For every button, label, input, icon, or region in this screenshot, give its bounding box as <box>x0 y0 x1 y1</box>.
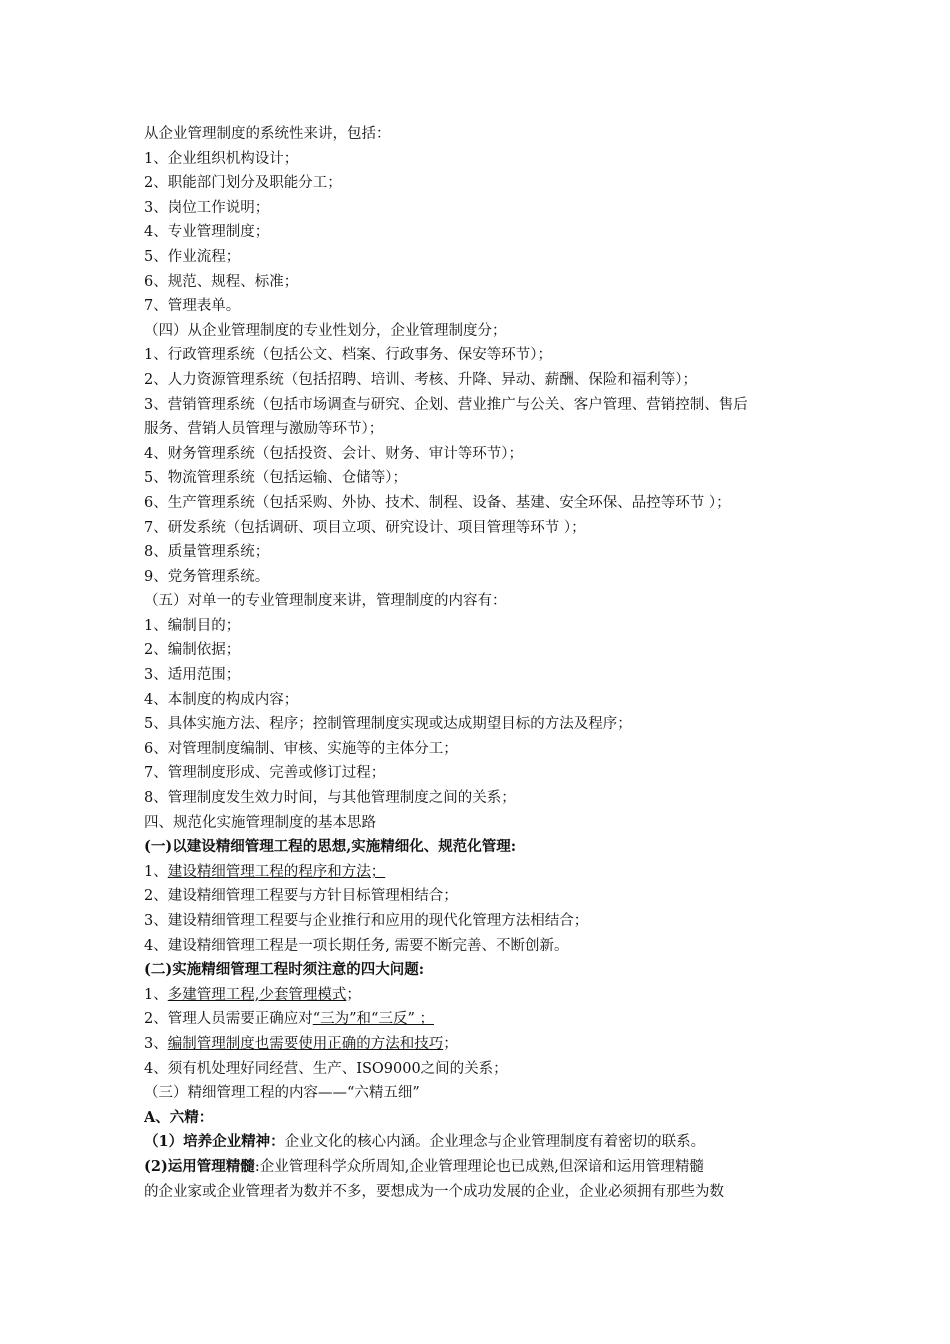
text-line: 5、物流管理系统（包括运输、仓储等）； <box>144 470 407 487</box>
text-line: 6、规范、规程、标准； <box>144 273 299 290</box>
text-line: 6、对管理制度编制、审核、实施等的主体分工； <box>144 740 458 757</box>
text-line: 5、具体实施方法、程序；控制管理制度实现或达成期望目标的方法及程序； <box>144 716 632 733</box>
text-line: 3、适用范围； <box>144 667 241 684</box>
text-line: 8、管理制度发生效力时间，与其他管理制度之间的关系； <box>144 790 516 807</box>
text-line: 2、人力资源管理系统（包括招聘、培训、考核、升降、异动、薪酬、保险和福利等）； <box>144 371 697 388</box>
text-line: 2、编制依据； <box>144 642 241 659</box>
text-line: 从企业管理制度的系统性来讲，包括： <box>144 126 391 142</box>
text-prefix: 2、管理人员需要正确应对 <box>144 1011 313 1028</box>
text-line <box>144 983 816 1008</box>
text-line: 1、行政管理系统（包括公文、档案、行政事务、保安等环节）； <box>144 347 552 364</box>
section-heading: （五）对单一的专业管理制度来讲，管理制度的内容有： <box>144 593 507 610</box>
text-line: 的企业家或企业管理者为数并不多，要想成为一个成功发展的企业，企业必须拥有那些为数 <box>144 1183 724 1200</box>
text-line: 2、建设精细管理工程要与方针目标管理相结合； <box>144 888 458 905</box>
text-line: 4、本制度的构成内容； <box>144 691 299 708</box>
text-line: 4、专业管理制度； <box>144 224 270 241</box>
section-heading: （四）从企业管理制度的专业性划分，企业管理制度分； <box>144 322 507 339</box>
text-line: 6、生产管理系统（包括采购、外协、技术、制程、设备、基建、安全环保、品控等环节 ）； <box>144 494 731 511</box>
text-tail: ； <box>346 986 361 1003</box>
text-line: 3、岗位工作说明； <box>144 199 270 216</box>
text-line <box>144 860 816 885</box>
text-line: 1、编制目的； <box>144 617 241 634</box>
list-number: 1、 <box>144 863 168 880</box>
underlined-text: “三为”和“三反” ； <box>312 1011 434 1028</box>
section-heading: （三）精细管理工程的内容——“六精五细” <box>144 1085 420 1102</box>
text-line <box>144 1032 816 1057</box>
section-heading-bold: (二)实施精细管理工程时须注意的四大问题: <box>144 961 425 979</box>
list-number: 3、 <box>144 1035 168 1052</box>
text-line: 服务、营销人员管理与激励等环节）； <box>144 421 384 438</box>
text-tail: ； <box>443 1035 458 1052</box>
text-line: 7、管理制度形成、完善或修订过程； <box>144 765 386 782</box>
underlined-text: 编制管理制度也需要使用正确的方法和技巧 <box>167 1035 444 1052</box>
text-line: 4、须有机处理好同经营、生产、ISO9000之间的关系； <box>144 1060 508 1077</box>
list-number: 1、 <box>144 986 168 1003</box>
text-line: 4、建设精细管理工程是一项长期任务, 需要不断完善、不断创新。 <box>144 937 569 954</box>
text-line: 3、建设精细管理工程要与企业推行和应用的现代化管理方法相结合； <box>144 913 589 929</box>
text-line: 9、党务管理系统。 <box>144 568 270 585</box>
underlined-text: 多建管理工程,少套管理模式 <box>167 986 347 1003</box>
text-line: 1、企业组织机构设计； <box>144 150 299 167</box>
text-line <box>144 1007 816 1032</box>
bold-label: (2)运用管理精髓 <box>144 1157 255 1175</box>
text-line: 7、管理表单。 <box>144 298 241 315</box>
underlined-text: 建设精细管理工程的程序和方法； <box>167 863 386 880</box>
document-page <box>144 122 816 1204</box>
text-line <box>144 1130 816 1155</box>
text-line: 7、研发系统（包括调研、项目立项、研究设计、项目管理等环节 ）； <box>144 519 586 536</box>
text-line: 4、财务管理系统（包括投资、会计、财务、审计等环节）； <box>144 445 523 462</box>
text-line: 5、作业流程； <box>144 248 241 265</box>
text-line: 2、职能部门划分及职能分工； <box>144 175 342 192</box>
body-text: :企业管理科学众所周知,企业管理理论也已成熟,但深谙和运用管理精髓 <box>254 1158 704 1175</box>
body-text: 企业文化的核心内涵。企业理念与企业管理制度有着密切的联系。 <box>284 1134 706 1151</box>
section-heading-bold: (一)以建设精细管理工程的思想,实施精细化、规范化管理: <box>144 838 517 856</box>
subsection-heading-bold: A、六精： <box>144 1108 214 1126</box>
text-line <box>144 1155 816 1180</box>
text-line: 3、营销管理系统（包括市场调查与研究、企划、营业推广与公关、客户管理、营销控制、售后 <box>144 396 748 413</box>
bold-label: （1）培养企业精神： <box>144 1133 285 1151</box>
section-heading: 四、规范化实施管理制度的基本思路 <box>144 814 376 831</box>
text-line: 8、质量管理系统； <box>144 544 270 561</box>
